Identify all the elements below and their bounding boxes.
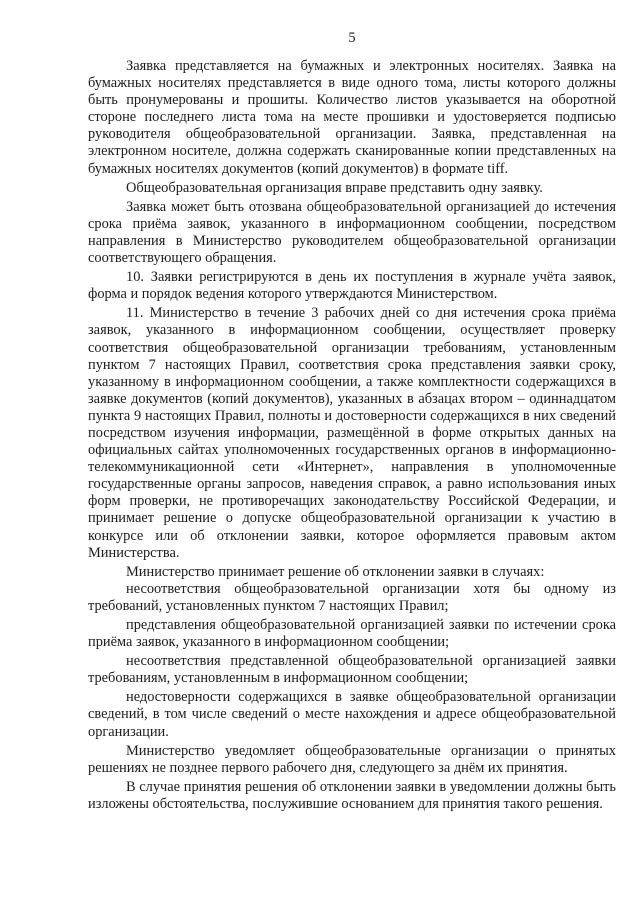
- paragraph-rejection-cases: Министерство принимает решение об отклонении заявки в случаях:: [126, 563, 545, 580]
- list-item-rejection-unreliable: недостоверности содержащихся в заявке общеобразовательной организации сведений, в том числе сведений о месте нахождения и адресе общеобразовательной организации.: [88, 689, 616, 740]
- paragraph-rejection-reasons: В случае принятия решения об отклонении заявки в уведомлении должны быть изложены обстоятельства, послужившие основанием для принятия такого решения.: [88, 778, 616, 812]
- document-page: [88, 30, 616, 813]
- paragraph-single-application: Общеобразовательная организация вправе представить одну заявку.: [126, 179, 543, 196]
- list-item-rejection-mismatch: несоответствия представленной общеобразовательной организацией заявки требованиям, установленным в информационном сообщении;: [88, 653, 616, 687]
- paragraph-application-withdrawal: Заявка может быть отозвана общеобразовательной организацией до истечения срока приёма заявок, указанного в информационном сообщении, посредством направления в Министерство руководителем общеобразовательной организации соответствующего обращения.: [88, 198, 616, 267]
- list-item-rejection-requirements: несоответствия общеобразовательной организации хотя бы одному из требований, установленных пунктом 7 настоящих Правил;: [88, 580, 616, 614]
- paragraph-item-10: 10. Заявки регистрируются в день их поступления в журнале учёта заявок, форма и порядок ведения которого утверждаются Министерством.: [88, 269, 616, 303]
- page-number: 5: [348, 30, 356, 46]
- paragraph-application-format: Заявка представляется на бумажных и электронных носителях. Заявка на бумажных носителях представляется в виде одного тома, листы которого должны быть пронумерованы и прошиты. Количество листов указывается на оборотной стороне последнего листа тома на месте прошивки и удостоверяется подписью руководителя общеобразовательной организации. Заявка, представленная на электронном носителе, должна содержать сканированные копии представленных на бумажных носителях документов (копий документов) в формате tiff.: [88, 58, 616, 177]
- paragraph-notification: Министерство уведомляет общеобразовательные организации о принятых решениях не позднее первого рабочего дня, следующего за днём их принятия.: [88, 742, 616, 776]
- list-item-rejection-deadline: представления общеобразовательной организацией заявки по истечении срока приёма заявок, указанного в информационном сообщении;: [88, 617, 616, 651]
- paragraph-item-11: 11. Министерство в течение 3 рабочих дней со дня истечения срока приёма заявок, указанного в информационном сообщении, осуществляет проверку соответствия общеобразовательной организации требованиям, установленным пунктом 7 настоящих Правил, соответствия срока представления заявки сроку, указанному в информационном сообщении, а также комплектности содержащихся в заявке документов (копий документов), указанных в абзацах втором – одиннадцатом пункта 9 настоящих Правил, полноты и достоверности содержащихся в них сведений посредством изучения информации, размещённой в форме открытых данных на официальных сайтах уполномоченных государственных органов в информационно-телекоммуникационной сети «Интернет», направления в уполномоченные государственные органы запросов, наведения справок, а равно использования иных форм проверки, не противоречащих законодательству Российской Федерации, и принимает решение о допуске общеобразовательной организации к участию в конкурсе или об отклонении заявки, которое оформляется правовым актом Министерства.: [88, 305, 616, 561]
